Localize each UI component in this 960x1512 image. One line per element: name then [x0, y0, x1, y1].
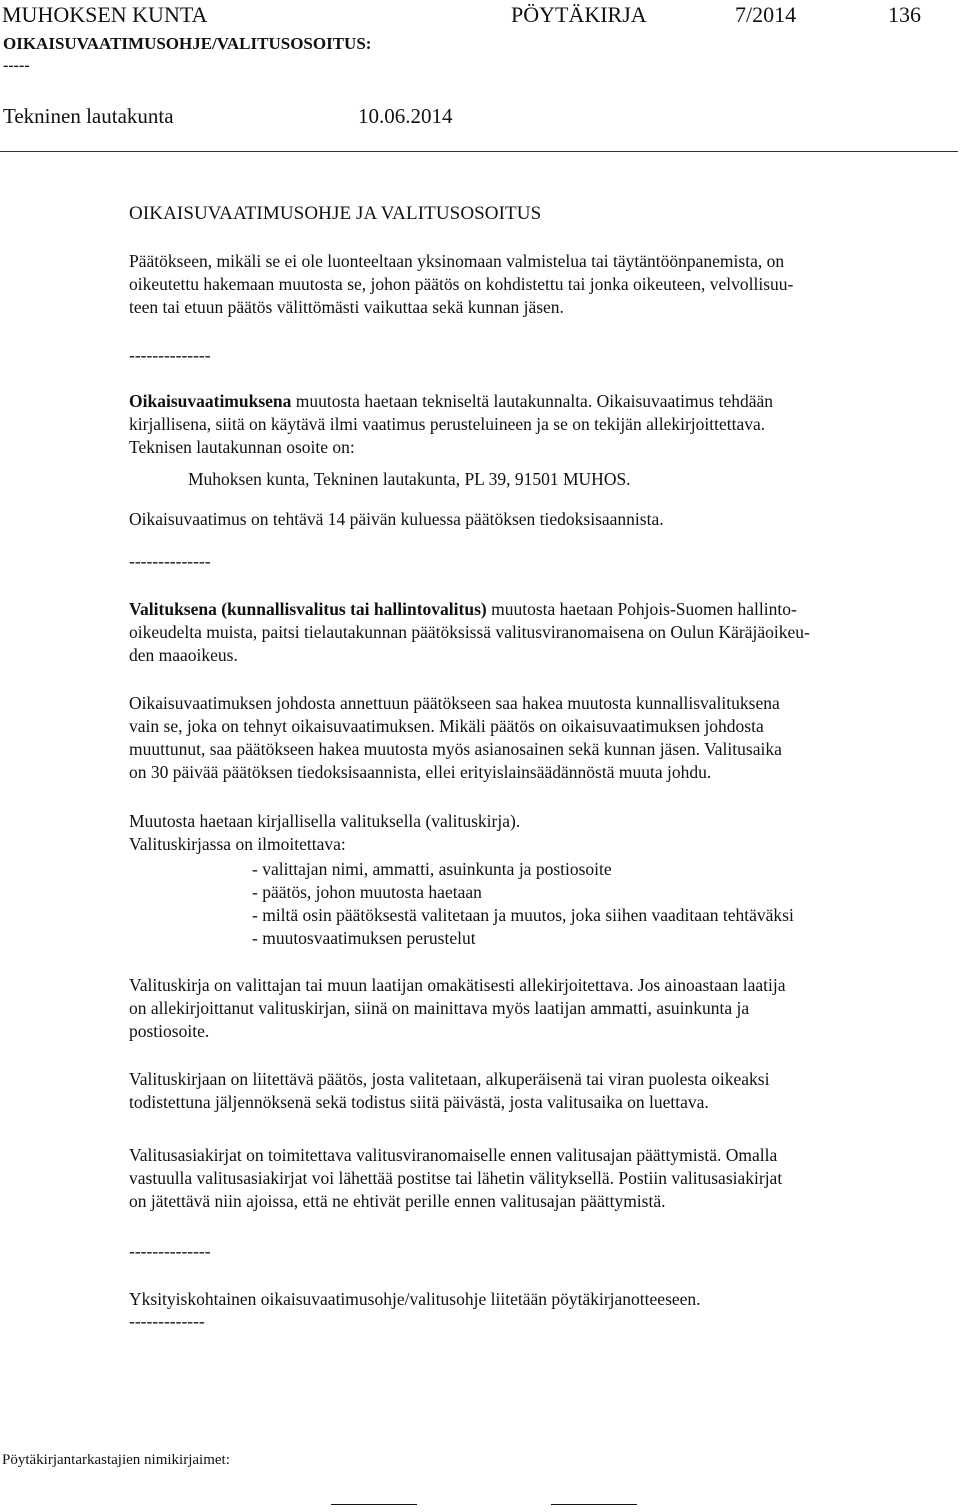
page-number: 136 [888, 2, 921, 27]
text-line [129, 598, 929, 621]
section-title: OIKAISUVAATIMUSOHJE/VALITUSOSOITUS: [3, 34, 372, 53]
required-info-list [252, 858, 960, 950]
board-address: Muhoksen kunta, Tekninen lautakunta, PL 39, 91501 MUHOS. [188, 469, 631, 489]
header-divider [0, 151, 958, 152]
list-item: - muutosvaatimuksen perustelut [252, 928, 476, 948]
list-item: - miltä osin päätöksestä valitetaan ja muutos, joka siihen vaaditaan tehtäväksi [252, 905, 794, 925]
text-line: Päätökseen, mikäli se ei ole luonteeltaan yksinomaan valmistelua tai täytäntöönpanemista, on [129, 251, 785, 271]
meeting-date: 10.06.2014 [358, 104, 453, 128]
text-line: on allekirjoittanut valituskirjan, siinä on mainittava myös laatijan ammatti, asuinkunta ja [129, 998, 750, 1018]
separator: -------------- [129, 345, 211, 365]
header-dashes: ----- [3, 57, 30, 74]
text-line: teen tai etuun päätös välittömästi vaikuttaa sekä kunnan jäsen. [129, 297, 564, 317]
paragraph-appeal [129, 598, 929, 667]
text-line: Valituskirjassa on ilmoitettava: [129, 834, 346, 854]
text-line: Valitusasiakirjat on toimitettava valitusviranomaiselle ennen valitusajan päättymistä. Omalla [129, 1145, 778, 1165]
signatures-label: Pöytäkirjantarkastajien nimikirjaimet: [2, 1452, 230, 1468]
text-line: Muutosta haetaan kirjallisella valituksella (valituskirja). [129, 811, 521, 831]
paragraph-detailed-instructions: Yksityiskohtainen oikaisuvaatimusohje/valitusohje liitetään pöytäkirjanotteeseen. [129, 1289, 701, 1309]
paragraph-appeal-rights [129, 692, 929, 784]
list-item: - päätös, johon muutosta haetaan [252, 882, 482, 902]
signature-line [331, 1504, 417, 1505]
inline-text: muutosta haetaan tekniseltä lautakunnalta. Oikaisuvaatimus tehdään [291, 391, 773, 411]
text-line: oikeutettu hakemaan muutosta se, johon päätös on kohdistettu tai jonka oikeuteen, velvollisuu- [129, 274, 794, 294]
text-line: postiosoite. [129, 1021, 210, 1041]
paragraph-delivery [129, 1144, 929, 1213]
text-line: Valituskirjaan on liitettävä päätös, josta valitetaan, alkuperäisenä tai viran puolesta oikeaksi [129, 1069, 770, 1089]
paragraph-attachments [129, 1068, 929, 1114]
text-line: den maaoikeus. [129, 645, 238, 665]
bold-term: Valituksena (kunnallisvalitus tai hallintovalitus) [129, 599, 487, 619]
document-type: PÖYTÄKIRJA [511, 2, 647, 27]
paragraph-signature [129, 974, 929, 1043]
text-line: Oikaisuvaatimuksen johdosta annettuun päätökseen saa hakea muutosta kunnallisvalituksena [129, 693, 780, 713]
bold-term: Oikaisuvaatimuksena [129, 391, 292, 411]
text-line: todistettuna jäljennöksenä sekä todistus siitä päivästä, josta valitusaika on luettava. [129, 1092, 709, 1112]
text-line [129, 390, 929, 413]
inline-text: muutosta haetaan Pohjois-Suomen hallinto- [486, 599, 797, 619]
text-line: kirjallisena, siitä on käytävä ilmi vaatimus perusteluineen ja se on tekijän allekirjoittettava. [129, 414, 766, 434]
text-line: vain se, joka on tehnyt oikaisuvaatimuksen. Mikäli päätös on oikaisuvaatimuksen johdosta [129, 716, 764, 736]
municipality-name: MUHOKSEN KUNTA [2, 2, 208, 27]
separator: ------------- [129, 1311, 205, 1331]
document-title: OIKAISUVAATIMUSOHJE JA VALITUSOSOITUS [129, 203, 542, 224]
signature-line [551, 1504, 637, 1505]
text-line: on 30 päivää päätöksen tiedoksisaannista, ellei erityislainsäädännöstä muuta johdu. [129, 762, 712, 782]
body-name: Tekninen lautakunta [3, 104, 174, 128]
paragraph-rectification [129, 390, 929, 459]
text-line: Teknisen lautakunnan osoite on: [129, 437, 355, 457]
text-line: Valituskirja on valittajan tai muun laatijan omakätisesti allekirjoitettava. Jos ainoastaan laatija [129, 975, 786, 995]
text-line: muuttunut, saa päätökseen hakea muutosta myös asianosainen sekä kunnan jäsen. Valitusaika [129, 739, 782, 759]
text-line: on jätettävä niin ajoissa, että ne ehtivät perille ennen valitusajan päättymistä. [129, 1191, 666, 1211]
text-line: oikeudelta muista, paitsi tielautakunnan päätöksissä valitusviranomaisena on Oulun Käräjäoikeu- [129, 622, 810, 642]
paragraph-intro [129, 250, 929, 319]
document-number: 7/2014 [735, 2, 797, 27]
separator: -------------- [129, 551, 211, 571]
separator: -------------- [129, 1241, 211, 1261]
list-item: - valittajan nimi, ammatti, asuinkunta ja postiosoite [252, 859, 612, 879]
text-line: vastuulla valitusasiakirjat voi lähettää postitse tai lähetin välityksellä. Postiin valitusasiakirjat [129, 1168, 783, 1188]
paragraph-deadline: Oikaisuvaatimus on tehtävä 14 päivän kuluessa päätöksen tiedoksisaannista. [129, 509, 664, 529]
paragraph-appeal-letter [129, 810, 929, 856]
